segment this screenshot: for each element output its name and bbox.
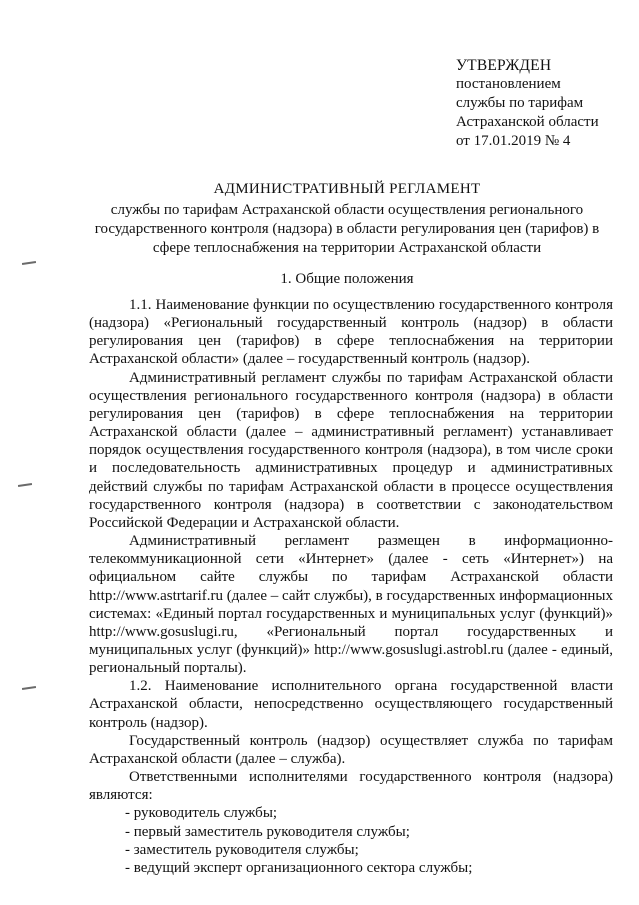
approval-line: службы по тарифам [456,95,584,111]
document-subtitle: службы по тарифам Астраханской области осуществления регионального государственного контроля (надзора) в области регулирования цен (тарифов) в сфере теплоснабжения на территории Астраханской области [94,202,600,256]
list-item: - руководитель службы; [125,805,278,822]
approval-stamp [456,56,626,151]
responsible-list [89,804,613,877]
paragraph: 1.2. Наименование исполнительного органа государственной власти Астраханской области, непосредственно осуществляющего государственный контроль (надзор). [89,678,613,731]
approval-date: от 17.01.2019 № 4 [456,133,571,149]
paragraph: Государственный контроль (надзор) осуществляет служба по тарифам Астраханской области (далее – служба). [89,732,613,767]
paragraph: 1.1. Наименование функции по осуществлению государственного контроля (надзора) «Региональный государственный контроль (надзор) в области регулирования цен (тарифов) в сфере теплоснабжения на территории Астраханской области» (далее – государственный контроль (надзор). [89,297,613,368]
scan-mark [22,261,36,265]
paragraph: Административный регламент размещен в информационно-телекоммуникационной сети «Интернет» (далее - сеть «Интернет») на официальном сайте службы по тарифам Астраханской области http://www.astrtarif.ru (далее – сайт службы), в государственных информационных системах: «Единый портал государственных и муниципальных услуг (функций)» http://www.gosuslugi.ru, «Региональный портал государственных и муниципальных услуг (функций)» http://www.gosuslugi.astrobl.ru (далее - единый, региональный порталы). [89,533,613,677]
document-title: АДМИНИСТРАТИВНЫЙ РЕГЛАМЕНТ [213,181,481,197]
scan-mark [18,483,32,487]
approval-line: постановлением [456,76,561,92]
document-body [89,296,613,877]
section-title: 1. Общие положения [280,271,414,287]
list-item: - ведущий эксперт организационного сектора службы; [125,859,473,876]
scan-mark [22,686,36,690]
approval-line: Астраханской области [456,114,599,130]
list-item: - заместитель руководителя службы; [125,841,359,858]
list-item: - первый заместитель руководителя службы; [125,823,410,840]
paragraph: Ответственными исполнителями государственного контроля (надзора) являются: [89,769,613,804]
paragraph: Административный регламент службы по тарифам Астраханской области осуществления регионального государственного контроля (надзора) в области регулирования цен (тарифов) в сфере теплоснабжения на территории Астраханской области (далее – административный регламент) устанавливает порядок осуществления государственного контроля (надзора), в том числе сроки и последовательность административных процедур и административных действий службы по тарифам Астраханской области в процессе осуществления государственного контроля (надзора) в соответствии с законодательством Российской Федерации и Астраханской области. [89,369,613,531]
approval-heading: УТВЕРЖДЕН [456,57,552,74]
document-title-block [82,180,612,258]
